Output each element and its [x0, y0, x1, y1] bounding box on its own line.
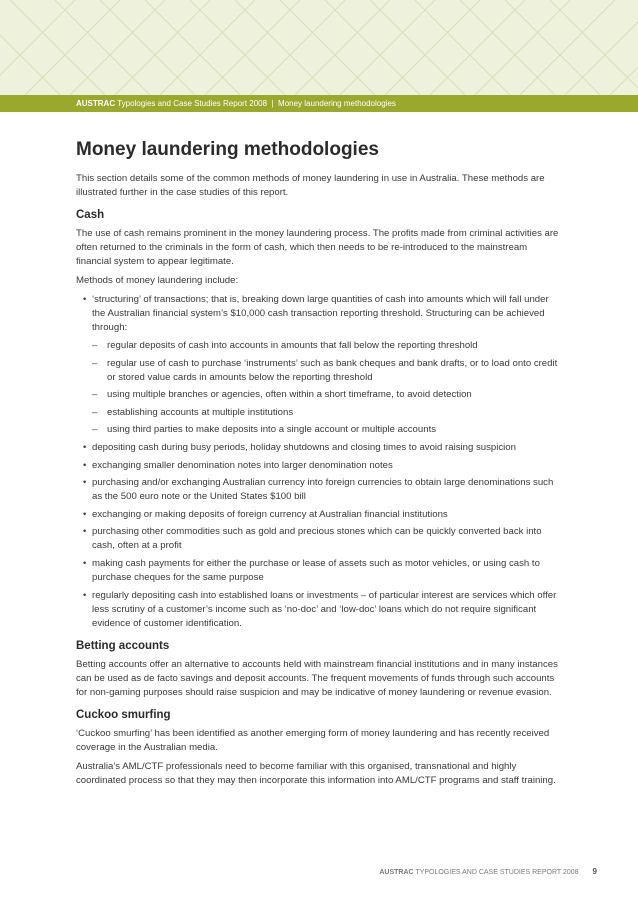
list-item — [76, 557, 564, 585]
dash-mark: – — [92, 357, 98, 369]
list-item-text: purchasing and/or exchanging Australian currency into foreign currencies to obtain large denominations such as the 500 euro note or the United States $100 bill — [92, 477, 554, 503]
running-header — [76, 95, 396, 112]
bullet-mark: • — [83, 508, 87, 520]
structuring-sub-list — [92, 339, 564, 437]
header-brand: AUSTRAC — [76, 99, 116, 108]
cash-heading: Cash — [76, 209, 105, 221]
list-item — [76, 476, 564, 504]
bullet-mark: • — [83, 477, 87, 489]
sub-list-item — [92, 423, 564, 437]
bullet-mark: • — [83, 557, 87, 569]
list-item — [76, 293, 564, 437]
page-footer — [379, 867, 597, 876]
sub-list-item-text: regular deposits of cash into accounts in amounts that fall below the reporting threshold — [107, 340, 478, 351]
sub-list-item — [92, 406, 564, 420]
diagonal-line-pattern — [0, 0, 638, 95]
bullet-mark: • — [83, 294, 87, 305]
header-section: Money laundering methodologies — [278, 99, 396, 108]
sub-list-item-text: regular use of cash to purchase ‘instruments’ such as bank cheques and bank drafts, or to load onto credit or stored value cards in amounts below the reporting threshold — [107, 357, 558, 383]
list-item-text: ‘structuring’ of transactions; that is, breaking down large quantities of cash into amounts which will fall under the Australian financial system’s $10,000 cash transaction reporting threshold. Structuring can be achieved through: — [92, 294, 549, 333]
list-item-text: purchasing other commodities such as gold and precious stones which can be quickly converted back into cash, often at a profit — [92, 526, 542, 552]
list-item — [76, 525, 564, 553]
bullet-mark: • — [83, 441, 87, 453]
list-item-text: exchanging or making deposits of foreign currency at Australian financial institutions — [92, 508, 448, 520]
list-item — [76, 508, 564, 522]
list-item-text: exchanging smaller denomination notes into larger denomination notes — [92, 459, 393, 471]
dash-mark: – — [92, 424, 98, 436]
page-number: 9 — [592, 867, 597, 876]
dash-mark: – — [92, 389, 98, 401]
running-header-bar — [0, 95, 638, 112]
sub-list-item-text: using third parties to make deposits into a single account or multiple accounts — [107, 424, 437, 436]
sub-list-item-text: using multiple branches or agencies, often within a short timeframe, to avoid detection — [107, 389, 472, 401]
decorative-header-band — [0, 0, 638, 95]
list-item-text: making cash payments for either the purchase or lease of assets such as motor vehicles, or using cash to purchase cheques for the same purpose — [92, 557, 540, 583]
footer-text: TYPOLOGIES AND CASE STUDIES REPORT 2008 — [413, 869, 579, 876]
header-report: Typologies and Case Studies Report 2008 — [115, 99, 268, 108]
dash-mark: – — [92, 340, 98, 351]
sub-list-item — [92, 388, 564, 402]
cuckoo-paragraph-2: Australia’s AML/CTF professionals need to become familiar with this organised, transnational and highly coordinated process so that they may then incorporate this information into AML/CTF programs and staff training. — [76, 760, 556, 786]
bullet-mark: • — [83, 589, 87, 601]
list-item-text: depositing cash during busy periods, holiday shutdowns and closing times to avoid raising suspicion — [92, 441, 516, 453]
betting-paragraph: Betting accounts offer an alternative to accounts held with mainstream financial institutions and in many instances can be used as de facto savings and deposit accounts. The frequent movements of funds through such accounts for non-gaming purposes should raise suspicion and may be indicative of money laundering or revenue evasion. — [76, 658, 558, 698]
cuckoo-paragraph-1: ‘Cuckoo smurfing’ has been identified as another emerging form of money laundering and has recently received coverage in the Australian media. — [76, 727, 550, 753]
list-item — [76, 441, 564, 455]
cuckoo-heading: Cuckoo smurfing — [76, 708, 171, 721]
main-content — [76, 138, 564, 793]
list-item-text: regularly depositing cash into established loans or investments – of particular interest are services which offer less scrutiny of a customer’s income such as ‘no-doc’ and ‘low-doc’ loans which do not require significant evidence of customer identification. — [92, 589, 557, 629]
sub-list-item — [92, 357, 564, 385]
footer-brand: AUSTRAC — [379, 869, 414, 876]
list-item — [76, 589, 564, 631]
bullet-mark: • — [83, 459, 87, 471]
cash-paragraph: The use of cash remains prominent in the money laundering process. The profits made from criminal activities are often returned to the criminals in the form of cash, which then needs to be re-introduced to the mainstream financial system to appear legitimate. — [76, 228, 559, 267]
betting-heading: Betting accounts — [76, 639, 170, 652]
page-title: Money laundering methodologies — [76, 139, 379, 160]
sub-list-item-text: establishing accounts at multiple institutions — [107, 406, 294, 418]
cash-methods-list — [76, 293, 564, 631]
sub-list-item — [92, 339, 564, 353]
dash-mark: – — [92, 406, 98, 418]
methods-intro: Methods of money laundering include: — [76, 275, 239, 286]
intro-paragraph: This section details some of the common methods of money laundering in use in Australia. These methods are illustrated further in the case studies of this report. — [76, 173, 545, 198]
list-item — [76, 459, 564, 473]
header-separator: | — [267, 99, 279, 108]
bullet-mark: • — [83, 526, 87, 538]
